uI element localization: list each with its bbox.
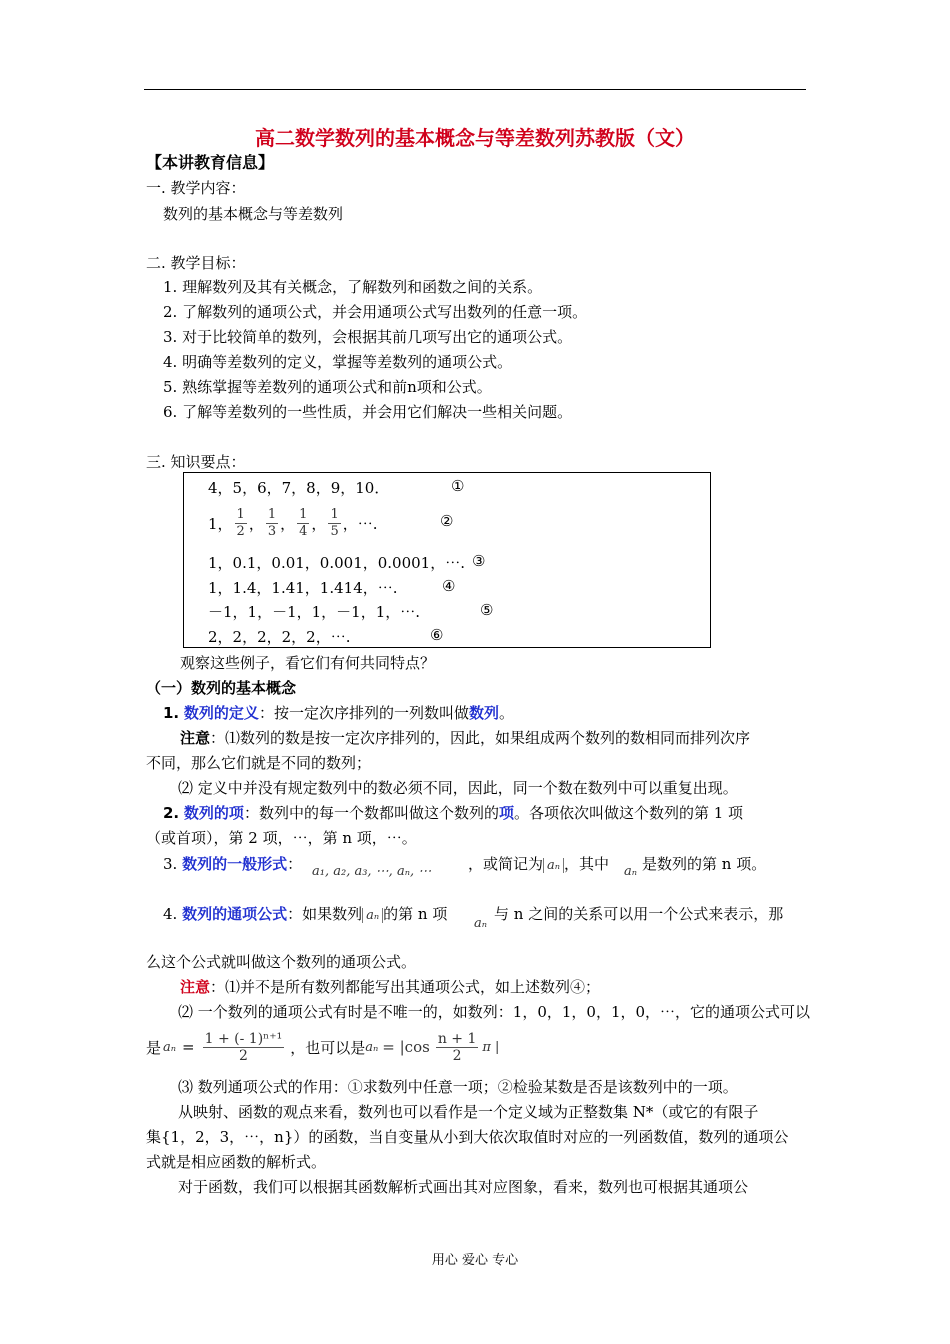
sequence-5: －1，1，－1，1，－1，1，⋯.: [208, 603, 421, 621]
observe-text: 观察这些例子，看它们有何共同特点？: [180, 654, 436, 672]
general-form-text-c: 是数列的第 n 项。: [642, 855, 767, 873]
term-an: aₙ: [474, 916, 488, 931]
s3-heading: 三. 知识要点：: [146, 453, 246, 471]
objective-item: 3. 对于比较简单的数列，会根据其前几项写出它的通项公式。: [163, 328, 573, 346]
item-number: 1.: [163, 704, 180, 722]
sequence-3-marker: ③: [472, 552, 486, 570]
term-highlight: 数列的一般形式: [182, 855, 288, 873]
note-5: ⑶ 数列通项公式的作用：①求数列中任意一项；②检验某数是否是该数列中的一项。: [178, 1078, 738, 1096]
paragraph-2: 对于函数，我们可以根据其函数解析式画出其对应图象，看来，数列也可根据其通项公: [178, 1178, 749, 1196]
header-rule: [144, 89, 806, 90]
formula-mid-text: ，也可以是: [290, 1038, 366, 1057]
sequence-4-marker: ④: [442, 577, 456, 595]
item-text: 。各项依次叫做这个数列的第 1 项: [513, 804, 744, 822]
sequence-3: 1，0.1，0.01，0.001，0.0001，⋯.: [208, 554, 465, 572]
page-footer: 用心 爱心 专心: [431, 1253, 519, 1268]
term-an: aₙ: [624, 864, 638, 879]
note-1-line-a: [180, 727, 750, 748]
separator: ，: [280, 514, 296, 533]
s1-heading: 一. 教学内容：: [146, 179, 246, 197]
objective-item: 4. 明确等差数列的定义，掌握等差数列的通项公式。: [163, 353, 513, 371]
term-highlight: 数列的通项公式: [182, 905, 288, 923]
equals-sign: =: [182, 1038, 195, 1056]
note-1-line-b: 不同，那么它们就是不同的数列；: [146, 754, 372, 772]
note-label: 注意: [180, 729, 211, 747]
item-text: ：数列中的每一个数都叫做这个数列的: [243, 804, 499, 822]
formula-prefix: 是: [146, 1038, 162, 1057]
punctuation: ：: [287, 855, 303, 873]
sequence-2-prefix: 1，: [208, 514, 233, 533]
general-form-line: [163, 853, 302, 874]
fraction-denominator: 2: [238, 1047, 248, 1064]
document-title: 高二数学数列的基本概念与等差数列苏教版（文）: [255, 126, 695, 150]
fraction: [436, 1031, 479, 1064]
objective-item: 5. 熟练掌握等差数列的通项公式和前n项和公式。: [163, 378, 492, 396]
formula-text-d: 么这个公式就叫做这个数列的通项公式。: [146, 953, 417, 971]
part1-heading: （一）数列的基本概念: [146, 679, 297, 697]
fraction-numerator: 1: [267, 506, 277, 522]
general-form-text: [468, 853, 609, 874]
item-number: 3.: [163, 855, 178, 873]
separator: ，: [311, 514, 327, 533]
sequence-2-marker: ②: [440, 512, 454, 530]
note-4: ⑵ 一个数列的通项公式有时是不唯一的，如数列：1，0，1，0，1，0，⋯，它的通项公式可以: [178, 1003, 811, 1021]
definition-text: ：按一定次序排列的一列数叫做: [258, 704, 469, 722]
term-an: aₙ: [163, 1039, 177, 1055]
fraction: [203, 1031, 285, 1064]
sequence-4: 1，1.4，1.41，1.414，⋯.: [208, 579, 398, 597]
sequence-6-marker: ⑥: [430, 626, 444, 644]
fraction: [235, 507, 247, 540]
term-highlight: 数列的项: [183, 804, 244, 822]
item-line: [163, 802, 743, 823]
formula-line: [163, 903, 447, 924]
formula-text: 的第 n 项: [383, 905, 448, 923]
fraction: [297, 507, 309, 540]
fraction-denominator: 2: [236, 523, 245, 539]
pi-symbol: π |: [482, 1039, 500, 1055]
punctuation: 。: [498, 704, 514, 722]
fraction: [266, 507, 278, 540]
fraction-numerator: 1: [330, 506, 339, 522]
fraction: [328, 507, 340, 540]
paragraph-1c: 式就是相应函数的解析式。: [146, 1153, 327, 1171]
sequence-5-marker: ⑤: [480, 601, 494, 619]
sequence-6: 2，2，2，2，2，⋯.: [208, 628, 351, 646]
note-label: 注意: [180, 978, 211, 996]
section-header: 【本讲教育信息】: [146, 153, 275, 172]
note-2: ⑵ 定义中并没有规定数列中的数必须不同，因此，同一个数在数列中可以重复出现。: [178, 779, 738, 797]
note-text: ：⑴数列的数是按一定次序排列的，因此，如果组成两个数列的数相同而排列次序: [210, 729, 751, 747]
fraction-numerator: 1 + (- 1)ⁿ⁺¹: [204, 1030, 283, 1047]
item-number: 2.: [163, 804, 180, 822]
fraction-denominator: 2: [452, 1047, 462, 1064]
term-highlight: 数列的定义: [183, 704, 259, 722]
sequence-notation: aₙ: [362, 908, 383, 923]
objective-item: 2. 了解数列的通项公式，并会用通项公式写出数列的任意一项。: [163, 303, 588, 321]
objective-item: 6. 了解等差数列的一些性质，并会用它们解决一些相关问题。: [163, 403, 573, 421]
fraction-numerator: 1: [299, 506, 308, 522]
sequence-1: 4，5，6，7，8，9，10．: [208, 479, 390, 497]
fraction-denominator: 3: [267, 523, 277, 539]
fraction-numerator: 1: [236, 506, 245, 522]
formula-text: ：如果数列: [287, 905, 363, 923]
s1-content: 数列的基本概念与等差数列: [163, 205, 344, 223]
separator: ，: [248, 514, 264, 533]
note-3: [180, 976, 600, 997]
term-an: aₙ: [365, 1039, 379, 1055]
formula-example: [146, 1024, 499, 1070]
cos-expression: = |cos: [382, 1038, 430, 1056]
sequence-1-marker: ①: [451, 477, 465, 495]
s2-heading: 二. 教学目标：: [146, 254, 246, 272]
sequence-2: [208, 501, 378, 545]
paragraph-1b: 集{1，2，3，⋯，n}）的函数，当自变量从小到大依次取值时对应的一列函数值，数列的通项公: [146, 1128, 789, 1146]
general-form-text-a: ，或简记为: [468, 855, 544, 873]
paragraph-1a: 从映射、函数的观点来看，数列也可以看作是一个定义域为正整数集 N*（或它的有限子: [178, 1103, 759, 1121]
item-line-b: （或首项），第 2 项，⋯，第 n 项，⋯。: [146, 829, 417, 847]
item-number: 4.: [163, 905, 178, 923]
objective-item: 1. 理解数列及其有关概念，了解数列和函数之间的关系。: [163, 278, 543, 296]
fraction-numerator: n + 1: [437, 1030, 477, 1047]
term-highlight: 项: [498, 804, 514, 822]
sequence-notation: aₙ: [543, 858, 564, 873]
definition-line: [163, 702, 514, 723]
fraction-denominator: 5: [330, 523, 339, 539]
sequence-2-suffix: ，⋯.: [342, 514, 378, 533]
general-form-text-b: ，其中: [564, 855, 610, 873]
general-form-math: a₁, a₂, a₃, ⋯, aₙ, ⋯: [312, 864, 432, 879]
formula-text-c: 与 n 之间的关系可以用一个公式来表示，那: [494, 905, 784, 923]
note-text: ：⑴并不是所有数列都能写出其通项公式，如上述数列④；: [210, 978, 601, 996]
term-highlight: 数列: [468, 704, 499, 722]
fraction-denominator: 4: [299, 523, 308, 539]
